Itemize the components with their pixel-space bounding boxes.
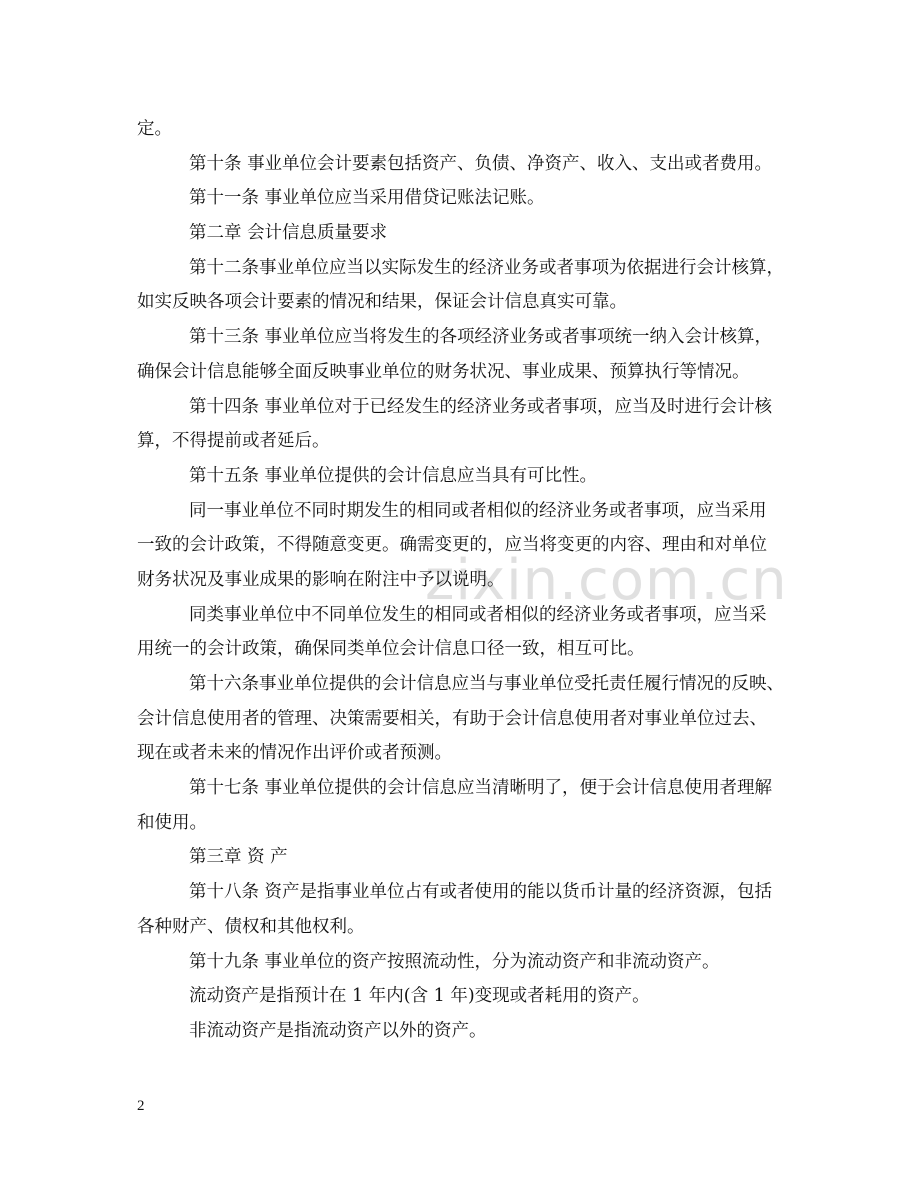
text-line: 如实反映各项会计要素的情况和结果，保证会计信息真实可靠。 [137, 292, 627, 313]
text-line: 第二章 会计信息质量要求 [189, 223, 388, 244]
text-line: 非流动资产是指流动资产以外的资产。 [189, 1020, 487, 1041]
text-line: 第十八条 资产是指事业单位占有或者使用的能以货币计量的经济资源，包括 [189, 882, 773, 903]
text-line: 同类事业单位中不同单位发生的相同或者相似的经济业务或者事项，应当采 [189, 604, 767, 625]
text-line: 现在或者未来的情况作出评价或者预测。 [137, 743, 452, 764]
text-line: 财务状况及事业成果的影响在附注中予以说明。 [137, 569, 505, 590]
text-line: 会计信息使用者的管理、决策需要相关，有助于会计信息使用者对事业单位过去、 [137, 708, 767, 729]
text-line: 第十条 事业单位会计要素包括资产、负债、净资产、收入、支出或者费用。 [189, 153, 773, 174]
text-line: 第十九条 事业单位的资产按照流动性，分为流动资产和非流动资产。 [189, 951, 720, 972]
text-line: 一致的会计政策，不得随意变更。确需变更的，应当将变更的内容、理由和对单位 [137, 535, 767, 556]
text-line: 第十六条事业单位提供的会计信息应当与事业单位受托责任履行情况的反映、 [189, 674, 784, 694]
document-body [137, 112, 789, 1049]
text-line: 第十四条 事业单位对于已经发生的经济业务或者事项，应当及时进行会计核 [189, 396, 773, 417]
text-line: 流动资产是指预计在 1 年内(含 1 年)变现或者耗用的资产。 [189, 986, 650, 1007]
watermark: zixin.com.cn [425, 548, 788, 613]
text-line: 第十五条 事业单位提供的会计信息应当具有可比性。 [189, 465, 598, 486]
text-line: 第三章 资 产 [189, 847, 288, 868]
text-line: 确保会计信息能够全面反映事业单位的财务状况、事业成果、预算执行等情况。 [137, 361, 750, 382]
text-line: 算，不得提前或者延后。 [137, 431, 330, 452]
text-line: 同一事业单位不同时期发生的相同或者相似的经济业务或者事项，应当采用 [189, 500, 767, 521]
text-line: 用统一的会计政策，确保同类单位会计信息口径一致，相互可比。 [137, 639, 645, 660]
text-line: 和使用。 [137, 812, 207, 833]
text-line: 定。 [137, 119, 172, 139]
text-line: 第十二条事业单位应当以实际发生的经济业务或者事项为依据进行会计核算， [189, 257, 784, 278]
text-line: 第十一条 事业单位应当采用借贷记账法记账。 [189, 188, 545, 209]
text-line: 第十三条 事业单位应当将发生的各项经济业务或者事项统一纳入会计核算， [189, 327, 773, 348]
page-number: 2 [137, 1098, 145, 1114]
text-line: 各种财产、债权和其他权利。 [137, 916, 365, 937]
text-line: 第十七条 事业单位提供的会计信息应当清晰明了，便于会计信息使用者理解 [189, 778, 773, 799]
